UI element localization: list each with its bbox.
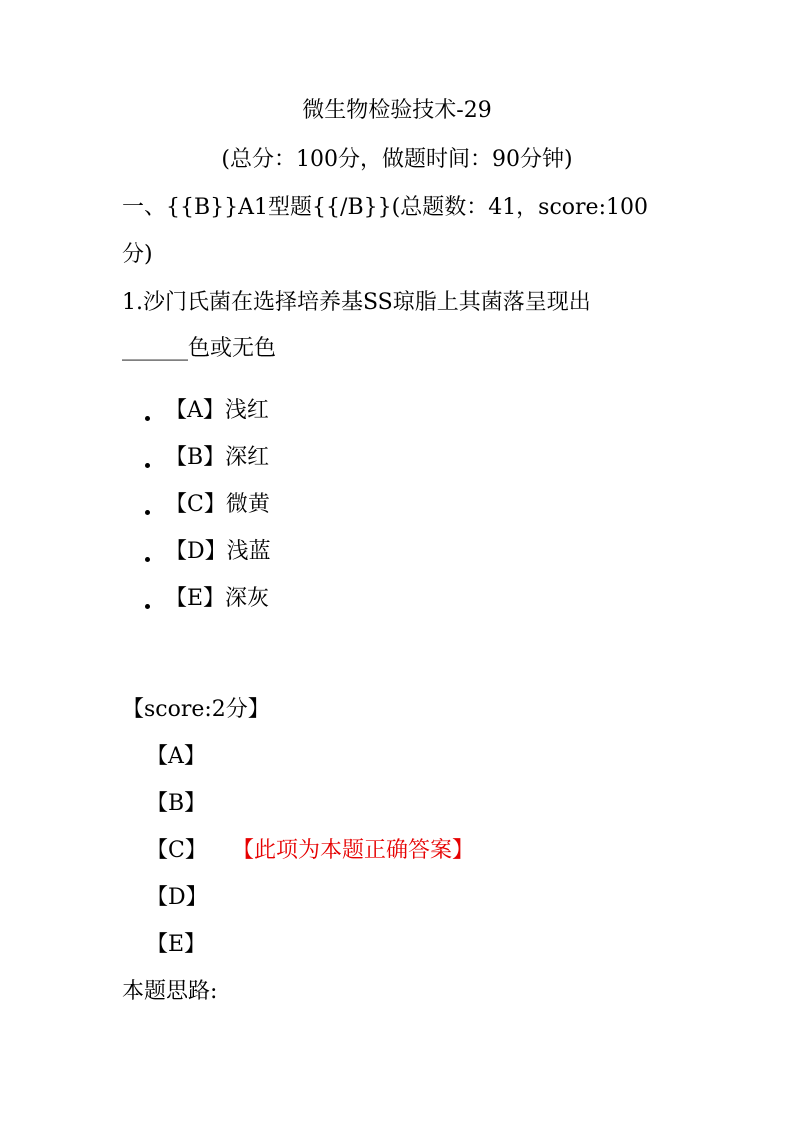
option-a: 【A】浅红	[165, 398, 269, 423]
bullet-icon	[145, 463, 150, 468]
answer-e: 【E】	[146, 932, 207, 957]
section-heading: 一、{{B}}A1型题{{/B}}(总题数：41，score:100	[122, 195, 648, 220]
bullet-icon	[145, 510, 150, 515]
answer-a: 【A】	[146, 744, 206, 769]
bullet-icon	[145, 604, 150, 609]
answer-d: 【D】	[146, 885, 208, 910]
correct-answer-note: 【此项为本题正确答案】	[232, 838, 475, 863]
option-d: 【D】浅蓝	[165, 539, 271, 564]
bullet-icon	[145, 557, 150, 562]
explanation-label: 本题思路:	[122, 979, 218, 1004]
answer-c: 【C】	[146, 838, 207, 863]
answer-b: 【B】	[146, 791, 207, 816]
question-text: 1.沙门氏菌在选择培养基SS琼脂上其菌落呈现出	[122, 290, 591, 315]
bullet-icon	[145, 416, 150, 421]
doc-subtitle: (总分：100分，做题时间：90分钟)	[221, 147, 573, 172]
score-label: 【score:2分】	[122, 697, 270, 722]
option-e: 【E】深灰	[165, 586, 270, 611]
doc-title: 微生物检验技术-29	[302, 98, 492, 123]
option-c: 【C】微黄	[165, 492, 270, 517]
section-heading-cont: 分)	[122, 242, 153, 267]
option-b: 【B】深红	[165, 445, 270, 470]
question-text-cont: ______色或无色	[122, 336, 277, 361]
